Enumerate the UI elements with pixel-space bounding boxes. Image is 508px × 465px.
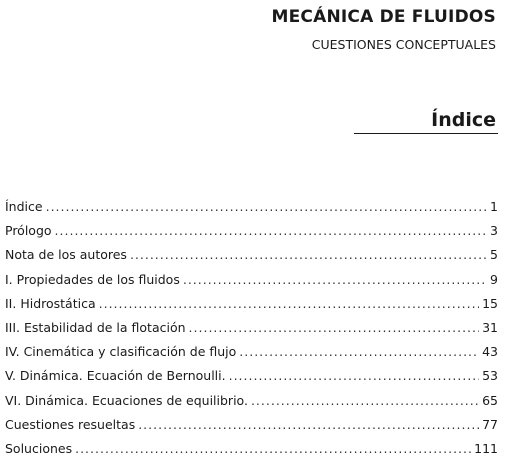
toc-entry[interactable] [5, 247, 498, 271]
toc-entry[interactable] [5, 393, 498, 417]
toc-entry-page: 1 [490, 199, 498, 214]
toc-leader-dots [138, 417, 479, 432]
toc-entry-label: II. Hidrostática [5, 295, 96, 311]
toc-entry-label: VI. Dinámica. Ecuaciones de equilibrio. [5, 392, 248, 408]
toc-entry-label: IV. Cinemática y clasificación de flujo [5, 344, 237, 360]
toc-entry-page: 43 [482, 344, 498, 360]
toc-entry-label: Prólogo [5, 223, 52, 239]
toc-entry-page: 15 [482, 295, 498, 311]
toc-entry-page: 9 [490, 271, 498, 287]
index-heading: Índice [431, 109, 496, 131]
toc-leader-dots [75, 441, 471, 456]
toc-leader-dots [183, 272, 487, 287]
toc-entry[interactable] [5, 272, 498, 296]
toc-entry[interactable] [5, 296, 498, 320]
toc-entry-label: III. Estabilidad de la flotación [5, 319, 186, 335]
toc-entry-page: 53 [482, 368, 498, 384]
toc-leader-dots [99, 296, 479, 311]
toc-entry[interactable] [5, 441, 498, 465]
toc-entry[interactable] [5, 417, 498, 441]
toc-entry-label: Índice [5, 199, 43, 214]
toc-entry[interactable] [5, 344, 498, 368]
toc-leader-dots [189, 320, 480, 335]
toc-leader-dots [239, 344, 479, 359]
toc-entry[interactable] [5, 320, 498, 344]
table-of-contents [5, 199, 498, 465]
toc-entry-page: 111 [474, 440, 498, 456]
toc-leader-dots [55, 223, 488, 238]
toc-entry-page: 3 [490, 223, 498, 239]
toc-leader-dots [229, 368, 479, 383]
toc-entry-label: Nota de los autores [5, 247, 127, 263]
toc-entry[interactable] [5, 368, 498, 392]
book-title: MECÁNICA DE FLUIDOS [271, 7, 496, 27]
book-subtitle: CUESTIONES CONCEPTUALES [311, 37, 496, 52]
toc-entry-label: V. Dinámica. Ecuación de Bernoulli. [5, 368, 226, 384]
toc-entry-page: 65 [482, 392, 498, 408]
toc-leader-dots [130, 247, 487, 262]
toc-leader-dots [46, 199, 487, 214]
toc-entry[interactable] [5, 223, 498, 247]
toc-leader-dots [251, 393, 479, 408]
toc-entry-label: Soluciones [5, 440, 73, 456]
toc-entry-page: 5 [490, 247, 498, 263]
heading-underline [354, 133, 498, 134]
toc-entry-page: 31 [482, 319, 498, 335]
toc-entry[interactable] [5, 199, 498, 223]
toc-entry-label: I. Propiedades de los fluidos [5, 271, 180, 287]
toc-entry-page: 77 [482, 416, 498, 432]
toc-entry-label: Cuestiones resueltas [5, 416, 136, 432]
